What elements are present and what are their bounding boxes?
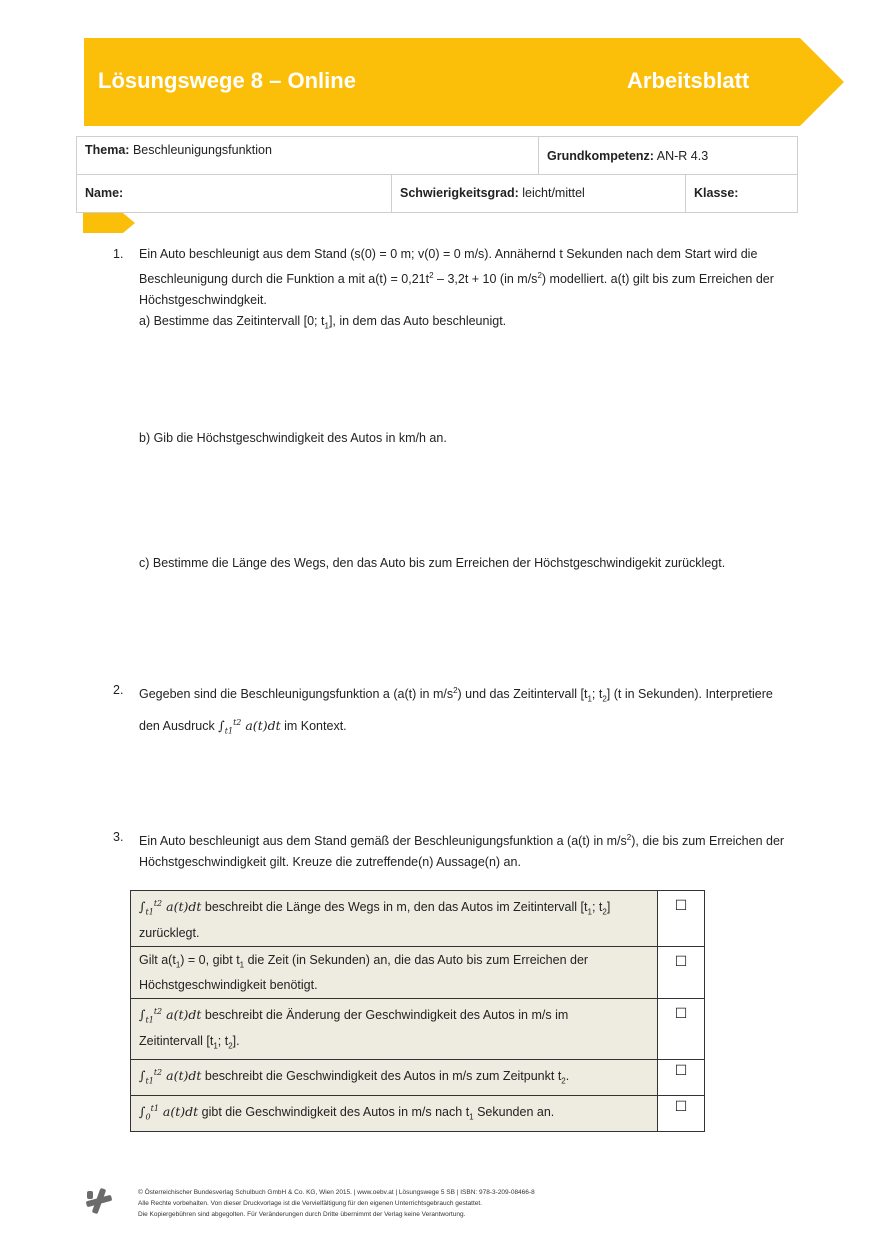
tab-marker-icon [83, 213, 137, 235]
choice-checkbox[interactable]: ☐ [658, 946, 705, 999]
choice-row: $\int_{t1}^{t2}$ a(t)dt beschreibt die Änderung der Geschwindigkeit des Autos in m/s im Zeitintervall [$t_1$; $t_2$]. ☐ [131, 999, 705, 1060]
choice-row: $\int_0^{t1}$ a(t)dt gibt die Geschwindigkeit des Autos in m/s nach $t_1$ Sekunden an. ☐ [131, 1095, 705, 1131]
footer-copyright: © Österreichischer Bundesverlag Schulbuch GmbH & Co. KG, Wien 2015. | www.oebv.at | Lösungswege 5 SB | ISBN: 978-3-209-08466-8 Alle Rechte vorbehalten. Von dieser Druckvorlage ist die Vervielfältigung für den eigenen Unterrichtsgebrauch gestattet. Die Kopiergebühren sind abgegolten. Für Veränderungen durch Dritte übernimmt der Verlag keine Verantwortung. [138, 1189, 535, 1218]
choice-checkbox[interactable]: ☐ [658, 1095, 705, 1131]
choice-table [130, 890, 705, 1132]
choice-row: $\int_{t1}^{t2}$ a(t)dt beschreibt die Länge des Wegs in m, den das Autos im Zeitintervall [$t_1$; $t_2$] zurücklegt. ☐ [131, 891, 705, 947]
grundkompetenz-cell: Grundkompetenz: AN-R 4.3 [539, 137, 798, 175]
header-banner [84, 38, 844, 126]
header-title: Lösungswege 8 – Online [98, 68, 356, 93]
choice-row: $\int_{t1}^{t2}$ a(t)dt beschreibt die Geschwindigkeit des Autos in m/s zum Zeitpunkt $t_2$. ☐ [131, 1060, 705, 1096]
header-doc-type: Arbeitsblatt [627, 68, 750, 93]
schwierigkeit-cell: Schwierigkeitsgrad: leicht/mittel [392, 175, 686, 213]
integral-expression: $\int_{t1}^{t2}$ a(t)dt [218, 717, 281, 736]
thema-cell: Thema: Beschleunigungsfunktion [77, 137, 539, 175]
publisher-logo-icon [84, 1186, 114, 1216]
choice-checkbox[interactable]: ☐ [658, 891, 705, 947]
choice-checkbox[interactable]: ☐ [658, 1060, 705, 1096]
question-1b: b) Gib die Höchstgeschwindigkeit des Autos in km/h an. [139, 431, 447, 445]
klasse-cell: Klasse: [686, 175, 798, 213]
choice-row: Gilt $a(t_1) = 0$, gibt $t_1$ die Zeit (in Sekunden) an, die das Auto bis zum Erreichen der Höchstgeschwindigkeit benötigt. ☐ [131, 946, 705, 999]
choice-checkbox[interactable]: ☐ [658, 999, 705, 1060]
name-cell: Name: [77, 175, 392, 213]
question-1c: c) Bestimme die Länge des Wegs, den das Auto bis zum Erreichen der Höchstgeschwindigekit zurücklegt. [139, 556, 726, 570]
info-table [76, 136, 798, 213]
